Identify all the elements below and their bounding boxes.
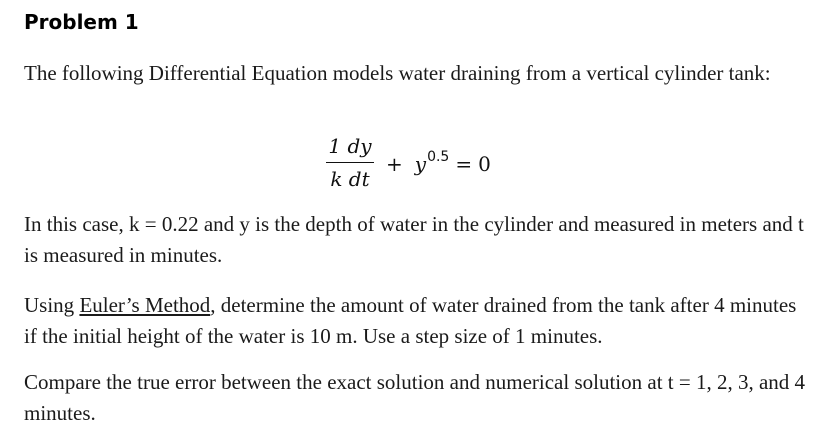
equation-exponent: 0.5 bbox=[427, 149, 450, 165]
fraction-bar bbox=[326, 162, 374, 163]
equation-rhs: 0 bbox=[478, 152, 491, 176]
equation-fraction bbox=[326, 132, 374, 193]
equation-variable: y bbox=[414, 152, 427, 176]
equation-remainder bbox=[380, 150, 491, 181]
plus-sign: + bbox=[386, 152, 403, 176]
context-paragraph: In this case, k = 0.22 and y is the depth of water in the cylinder and measured in meters and t is measured in minutes. bbox=[24, 212, 804, 267]
task-suffix: , determine the amount of water drained from the tank after 4 minutes if the initial height of the water is 10 m. Use a step size of 1 minutes. bbox=[24, 293, 797, 348]
compare-paragraph: Compare the true error between the exact solution and numerical solution at t = 1, 2, 3, and 4 minutes. bbox=[24, 370, 806, 425]
intro-paragraph: The following Differential Equation models water draining from a vertical cylinder tank: bbox=[24, 61, 771, 85]
fraction-numerator: 1 dy bbox=[328, 134, 372, 158]
task-paragraph bbox=[24, 290, 814, 352]
task-prefix: Using bbox=[24, 293, 80, 317]
problem-heading: Problem 1 bbox=[24, 10, 139, 34]
fraction-denominator: k dt bbox=[330, 167, 370, 191]
euler-method-link[interactable]: Euler’s Method bbox=[79, 293, 211, 317]
equals-sign: = bbox=[455, 152, 473, 176]
